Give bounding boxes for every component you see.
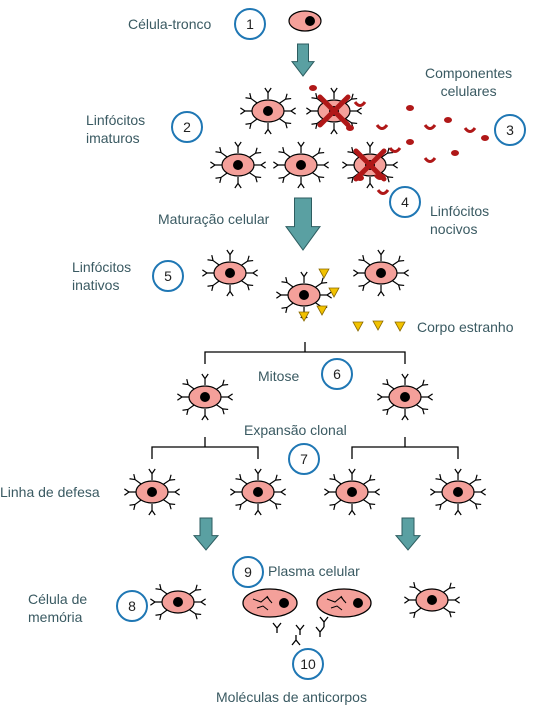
arrow-to-memory	[194, 518, 218, 550]
defense-line-label: Linha de defesa	[0, 484, 100, 500]
immature-lymphocyte	[210, 142, 265, 188]
mitosis-lymphocyte	[177, 374, 232, 420]
cell-fragment	[451, 150, 459, 156]
antibody-molecule	[273, 623, 281, 633]
defense-lymphocyte	[430, 469, 485, 515]
cell-fragment	[378, 190, 388, 194]
foreign-body-antigen	[317, 306, 327, 315]
cell-fragment	[444, 117, 452, 123]
immature-lymphocyte	[240, 88, 295, 134]
cell-fragment	[355, 102, 365, 106]
cell-fragment	[309, 85, 317, 91]
step-8-badge: 8	[116, 590, 148, 622]
antibody-molecule	[316, 627, 324, 637]
antibody-molecule	[296, 625, 304, 635]
clonal-bracket-left	[152, 437, 258, 459]
arrow-stem-to-immature	[292, 44, 314, 76]
cell-fragment	[390, 148, 400, 152]
stem-cell	[289, 11, 321, 31]
cell-fragment	[406, 139, 414, 145]
plasma-cell	[317, 589, 371, 617]
defense-lymphocyte	[124, 469, 179, 515]
cell-fragment	[425, 125, 435, 129]
step-10-badge: 10	[292, 648, 324, 680]
memory-cell	[404, 582, 459, 618]
antibody-molecules-label: Moléculas de anticorpos	[216, 689, 367, 705]
cell-fragment	[425, 158, 435, 162]
cell-fragment	[356, 175, 364, 181]
step-1-badge: 1	[234, 8, 266, 40]
cell-fragment	[465, 128, 475, 132]
inactive-lymphocyte	[202, 250, 257, 296]
plasma-cell-label: Plasma celular	[268, 563, 360, 579]
cell-maturation-label: Maturação celular	[158, 211, 270, 227]
mitosis-label: Mitose	[258, 368, 300, 384]
antibody-molecule	[292, 635, 300, 645]
inactive-lymphocyte	[353, 250, 408, 296]
defense-lymphocyte	[230, 469, 285, 515]
step-4-badge: 4	[389, 186, 421, 218]
step-3-badge: 3	[494, 114, 526, 146]
cell-components-label: Componentes celulares	[425, 65, 513, 99]
step-9-badge: 9	[232, 556, 264, 588]
arrow-to-plasma	[396, 518, 420, 550]
foreign-body-antigen	[299, 312, 309, 321]
stem-cell-label: Célula-tronco	[128, 16, 212, 32]
foreign-body-antigen	[353, 322, 363, 331]
clonal-bracket-right	[352, 437, 458, 459]
cell-fragment	[481, 135, 489, 141]
harmful-lymphocytes-label: Linfócitos nocivos	[430, 203, 490, 237]
step-7-badge: 7	[288, 443, 320, 475]
arrow-maturation	[286, 198, 320, 250]
cell-fragment	[406, 105, 414, 111]
memory-cell-label: Célula de memória	[28, 591, 88, 625]
inactive-lymphocytes-label: Linfócitos inativos	[72, 259, 132, 293]
foreign-body-antigen	[319, 269, 329, 278]
cell-fragment	[377, 125, 387, 129]
immature-lymphocytes-label: Linfócitos imaturos	[86, 112, 146, 146]
step-5-badge: 5	[152, 260, 184, 292]
immature-lymphocyte	[273, 142, 328, 188]
foreign-body-antigen	[373, 321, 383, 330]
foreign-body-label: Corpo estranho	[417, 319, 514, 335]
antibody-molecule	[320, 617, 328, 627]
plasma-cell	[243, 589, 297, 617]
step-2-badge: 2	[171, 111, 203, 143]
clonal-expansion-label: Expansão clonal	[244, 422, 347, 438]
memory-cell	[150, 584, 205, 620]
step-6-badge: 6	[321, 358, 353, 390]
foreign-body-antigen	[395, 322, 405, 331]
mitosis-lymphocyte	[377, 374, 432, 420]
defense-lymphocyte	[324, 469, 379, 515]
mitosis-bracket	[205, 342, 405, 364]
cell-fragment	[346, 125, 354, 131]
